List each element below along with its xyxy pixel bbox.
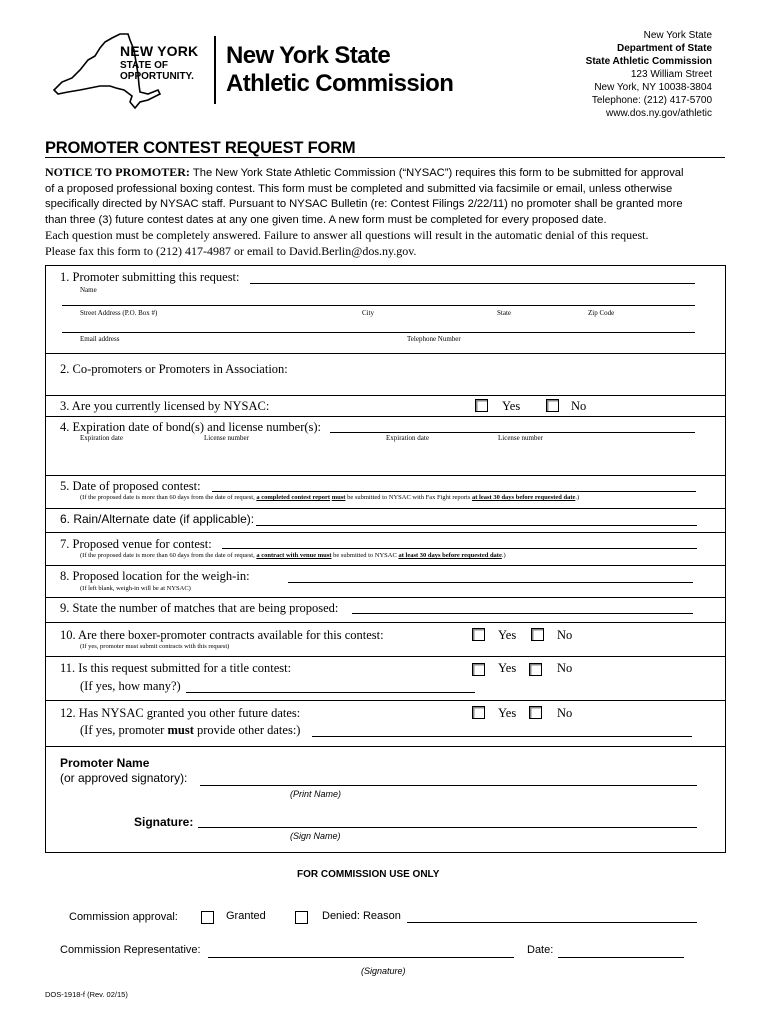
denied-reason-field[interactable] [407, 922, 697, 923]
commission-rep-field[interactable] [208, 957, 514, 958]
divider-q9 [45, 622, 725, 623]
q3-yes-checkbox[interactable] [475, 399, 488, 412]
q7-venue-field[interactable] [222, 548, 697, 549]
q12-sub: (If yes, promoter must provide other dates:) [80, 723, 301, 737]
q6-field[interactable] [256, 525, 697, 526]
q4-lic1-caption: License number [204, 434, 249, 442]
q1-phone-caption: Telephone Number [407, 335, 461, 343]
notice-line4: than three (3) future contest dates at any one given time. A new form must be completed for every proposed date. [45, 213, 607, 226]
form-title: PROMOTER CONTEST REQUEST FORM [45, 139, 356, 157]
q3-no-checkbox[interactable] [546, 399, 559, 412]
divider-q2 [45, 395, 725, 396]
header-address [586, 29, 712, 120]
q10-yes-checkbox[interactable] [472, 628, 485, 641]
q11-sub: (If yes, how many?) [80, 679, 181, 693]
q2-label: 2. Co-promoters or Promoters in Association: [60, 362, 288, 376]
q8-note: (If left blank, weigh-in will be at NYSAC) [80, 585, 191, 592]
q10-no-checkbox[interactable] [531, 628, 544, 641]
q1-contact-field[interactable] [62, 332, 695, 333]
notice-line1: The New York State Athletic Commission (“NYSAC”) requires this form to be submitted for approval [192, 167, 684, 179]
q8-weighin-field[interactable] [288, 582, 693, 583]
granted-label: Granted [226, 910, 266, 922]
notice-line3: specifically directed by NYSAC staff. Pursuant to NYSAC Bulletin (re: Contest Filings 2/22/11) no promoter shall be granted more [45, 198, 683, 211]
q7-label: 7. Proposed venue for contest: [60, 537, 212, 551]
q1-name-field[interactable] [250, 283, 695, 284]
q11-no-checkbox[interactable] [529, 663, 542, 676]
commission-rep-label: Commission Representative: [60, 944, 201, 956]
denied-checkbox[interactable] [295, 911, 308, 924]
q4-field[interactable] [330, 432, 695, 433]
q11-yes-checkbox[interactable] [472, 663, 485, 676]
divider-q10 [45, 656, 725, 657]
divider-q11 [45, 700, 725, 701]
q1-city-caption: City [362, 309, 375, 317]
q10-label: 10. Are there boxer-promoter contracts available for this contest: [60, 628, 384, 642]
q10-no-label: No [557, 628, 573, 642]
q12-dates-field[interactable] [312, 736, 692, 737]
agency-name-line2: Athletic Commission [226, 70, 454, 97]
q1-street-caption: Street Address (P.O. Box #) [80, 309, 158, 317]
title-underline [45, 157, 725, 158]
divider-q7 [45, 565, 725, 566]
commission-date-label: Date: [527, 944, 554, 956]
promoter-print-name-field[interactable] [200, 785, 697, 786]
q7-note: (If the proposed date is more than 60 days from the date of request, a contract with venue must be submitted to NYSAC at least 30 days before requested date.) [80, 552, 506, 559]
signatory-label: (or approved signatory): [60, 771, 188, 785]
commission-approval-label: Commission approval: [69, 911, 178, 923]
promoter-signature-field[interactable] [198, 827, 697, 828]
q1-label: 1. Promoter submitting this request: [60, 270, 240, 284]
divider-q4 [45, 475, 725, 476]
ny-logo-line3: OPPORTUNITY. [120, 71, 194, 82]
q8-label: 8. Proposed location for the weigh-in: [60, 569, 250, 583]
denied-label: Denied: Reason [322, 910, 401, 922]
notice-label: NOTICE TO PROMOTER: [45, 165, 190, 179]
address-line2: Department of State [616, 43, 712, 54]
form-id: DOS-1918-f (Rev. 02/15) [45, 990, 128, 999]
q4-lic2-caption: License number [498, 434, 543, 442]
ny-logo-line1: NEW YORK [120, 43, 199, 59]
q5-note: (If the proposed date is more than 60 days from the date of request, a completed contest report must be submitted to NYSAC with Fax Fight reports at least 30 days before requested date.) [80, 494, 580, 501]
sign-name-caption: (Sign Name) [290, 831, 341, 841]
signature-label: Signature: [134, 815, 194, 829]
website-link[interactable]: www.dos.ny.gov/athletic [606, 108, 712, 119]
q11-label: 11. Is this request submitted for a title contest: [60, 661, 292, 675]
granted-checkbox[interactable] [201, 911, 214, 924]
q9-matches-field[interactable] [352, 613, 693, 614]
address-line5: New York, NY 10038-3804 [594, 82, 712, 93]
notice-line6: Please fax this form to (212) 417-4987 or email to David.Berlin@dos.ny.gov. [45, 243, 417, 258]
q4-label: 4. Expiration date of bond(s) and license number(s): [60, 420, 322, 434]
q5-date-field[interactable] [212, 491, 696, 492]
promoter-name-label: Promoter Name [60, 756, 150, 770]
q11-no-label: No [557, 661, 573, 675]
q1-zip-caption: Zip Code [588, 309, 615, 317]
commission-date-field[interactable] [558, 957, 684, 958]
notice [45, 165, 735, 260]
q9-label: 9. State the number of matches that are being proposed: [60, 601, 339, 615]
q1-address-field[interactable] [62, 305, 695, 306]
q6-label: 6. Rain/Alternate date (if applicable): [60, 512, 255, 526]
q10-note: (If yes, promoter must submit contracts with this request) [80, 643, 230, 650]
divider-q8 [45, 597, 725, 598]
print-name-caption: (Print Name) [290, 789, 342, 799]
notice-line2: of a proposed professional boxing contest. This form must be completed and submitted via facsimile or email, unless otherwise [45, 182, 673, 195]
q12-label: 12. Has NYSAC granted you other future dates: [60, 706, 301, 720]
address-line1: New York State [643, 30, 712, 41]
q10-yes-label: Yes [498, 628, 517, 642]
q5-label: 5. Date of proposed contest: [60, 479, 201, 493]
agency-name-line1: New York State [226, 42, 391, 69]
q4-exp2-caption: Expiration date [386, 434, 429, 442]
q12-yes-label: Yes [498, 706, 517, 720]
q12-no-label: No [557, 706, 573, 720]
divider-q12 [45, 746, 725, 747]
divider-q6 [45, 532, 725, 533]
q12-yes-checkbox[interactable] [472, 706, 485, 719]
q1-state-caption: State [497, 309, 511, 317]
divider-q3 [45, 416, 725, 417]
q3-yes-label: Yes [502, 399, 521, 413]
q4-exp1-caption: Expiration date [80, 434, 123, 442]
q3-no-label: No [571, 399, 587, 413]
address-line6: Telephone: (212) 417-5700 [591, 95, 712, 106]
divider-q5 [45, 508, 725, 509]
q1-name-caption: Name [80, 286, 97, 294]
notice-line5: Each question must be completely answered. Failure to answer all questions will result in the automatic denial of this request. [45, 228, 649, 243]
logo-divider [214, 36, 216, 104]
q12-no-checkbox[interactable] [529, 706, 542, 719]
commission-signature-caption: (Signature) [361, 966, 406, 976]
q3-label: 3. Are you currently licensed by NYSAC: [60, 399, 270, 413]
q11-count-field[interactable] [186, 692, 475, 693]
commission-title: FOR COMMISSION USE ONLY [297, 869, 440, 880]
q1-email-caption: Email address [80, 335, 120, 343]
divider-q1 [45, 353, 725, 354]
address-line3: State Athletic Commission [585, 56, 712, 67]
ny-logo-line2: STATE OF [120, 60, 168, 71]
q11-yes-label: Yes [498, 661, 517, 675]
address-line4: 123 William Street [630, 69, 712, 80]
